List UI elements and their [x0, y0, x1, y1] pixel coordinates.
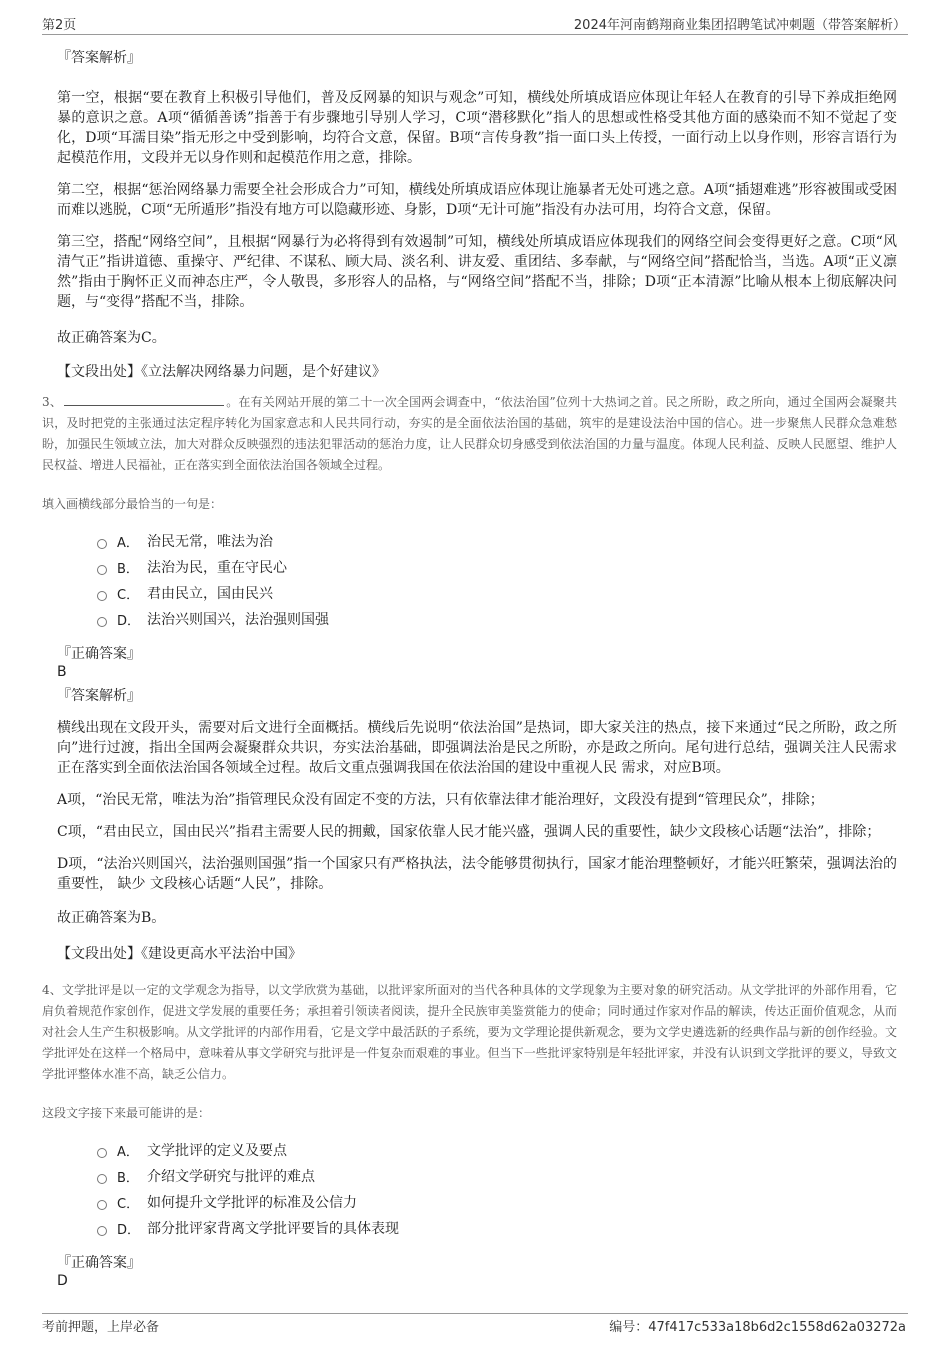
option-letter: D． — [117, 1222, 141, 1238]
option-letter: B． — [117, 561, 139, 577]
option-text: 部分批评家背离文学批评要旨的具体表现 — [147, 1221, 399, 1237]
q4-option-b[interactable] — [97, 1163, 897, 1189]
radio-icon[interactable] — [97, 1174, 107, 1184]
q4-passage: 4、文学批评是以一定的文学观念为指导，以文学欣赏为基础，以批评家所面对的当代各种具体的文学现象为主要对象的研究活动。从文学批评的外部作用看，它肩负着规范作家创作，促进文学发展的重要任务；承担着引领读者阅读，提升全民族审美鉴赏能力的使命；同时通过作家对作品的解读，传达正面价值观念，从而对社会人生产生积极影响。从文学批评的内部作用看，它是文学中最活跃的子系统，要为文学理论提供新观念，要为文学史遴选新的经典作品与新的创作经验。文学批评处在这样一个格局中，意味着从事文学研究与批评是一件复杂而艰难的事业。但当下一些批评家特别是年轻批评家，并没有认识到文学批评的要义，导致文学批评整体水准不高，缺乏公信力。 — [42, 983, 897, 1081]
radio-icon[interactable] — [97, 1226, 107, 1236]
q3-analysis-paragraph-4: D项，“法治兴则国兴，法治强则国强”指一个国家只有严格执法，法令能够贯彻执行，国家才能治理整顿好，才能兴旺繁荣，强调法治的重要性， 缺少 文段核心话题“人民”，排除。 — [57, 856, 897, 892]
q4-prompt: 这段文字接下来最可能讲的是： — [42, 1106, 211, 1120]
footer-motto: 考前押题，上岸必备 — [42, 1320, 160, 1335]
q3-analysis-label: 『答案解析』 — [57, 688, 141, 704]
q4-correct-answer: D — [57, 1273, 68, 1289]
q3-option-d[interactable] — [97, 606, 897, 632]
q2-conclusion: 故正确答案为C。 — [57, 330, 166, 346]
option-text: 治民无常，唯法为治 — [147, 534, 273, 550]
q3-passage-text: 。在有关网站开展的第二十一次全国两会调查中，“依法治国”位列十大热词之首。民之所盼，政之所向，通过全国两会凝聚共识，及时把党的主张通过法定程序转化为国家意志和人民共同行动，夯实的是全面依法治国的基础，筑牢的是建设法治中国的信心。进一步聚焦人民群众急难愁盼，加强民生领域立法，加大对群众反映强烈的违法犯罪活动的惩治力度，让人民群众切身感受到依法治国的力量与温度。体现人民利益、反映人民愿望、维护人民权益、增进人民福祉，正在落实到全面依法治国各领域全过程。 — [42, 395, 898, 472]
q2-analysis-paragraph-2: 第二空，根据“惩治网络暴力需要全社会形成合力”可知，横线处所填成语应体现让施暴者无处可逃之意。A项“插翅难逃”形容被围或受困而难以逃脱，C项“无所遁形”指没有地方可以隐藏形迹、身影，D项“无计可施”指没有办法可用，均符合文意，保留。 — [57, 182, 897, 218]
q2-analysis-paragraph-1: 第一空，根据“要在教育上积极引导他们，普及反网暴的知识与观念”可知，横线处所填成语应体现让年轻人在教育的引导下养成拒绝网暴的意识之意。A项“循循善诱”指善于有步骤地引导别人学习，C项“潜移默化”指人的思想或性格受其他方面的感染而不知不觉起了变化，D项“耳濡目染”指无形之中受到影响，均符合文意，保留。B项“言传身教”指一面口头上传授，一面行动上以身作则，形容言语行为起模范作用，文段并无以身作则和起模范作用之意，排除。 — [57, 90, 897, 166]
page-content — [42, 48, 898, 1295]
q3-correct-label: 『正确答案』 — [57, 646, 141, 662]
q2-analysis-paragraph-3: 第三空，搭配“网络空间”，且根据“网暴行为必将得到有效遏制”可知，横线处所填成语应体现我们的网络空间会变得更好之意。C项“风清气正”指讲道德、重操守、严纪律、不谋私、顾大局、淡名利、讲友爱、重团结、多奉献，与“网络空间”搭配恰当，当选。A项“正义凛然”指由于胸怀正义而神态庄严，令人敬畏，多形容人的品格，与“网络空间”搭配不当，排除；D项“正本清源”比喻从根本上彻底解决问题，与“变得”搭配不当，排除。 — [57, 234, 897, 310]
option-text: 文学批评的定义及要点 — [147, 1143, 287, 1159]
q3-option-b[interactable] — [97, 554, 897, 580]
option-text: 法治兴则国兴，法治强则国强 — [147, 612, 329, 628]
radio-icon[interactable] — [97, 1148, 107, 1158]
q3-prompt: 填入画横线部分最恰当的一句是： — [42, 497, 223, 511]
q3-source: 【文段出处】《建设更高水平法治中国》 — [57, 946, 302, 962]
option-letter: D． — [117, 613, 141, 629]
q4-options — [97, 1137, 897, 1241]
q3-option-a[interactable] — [97, 528, 897, 554]
option-text: 君由民立，国由民兴 — [147, 586, 273, 602]
option-letter: C． — [117, 587, 140, 603]
q4-option-c[interactable] — [97, 1189, 897, 1215]
option-letter: B． — [117, 1170, 139, 1186]
q3-correct-answer: B — [57, 664, 67, 680]
radio-icon[interactable] — [97, 617, 107, 627]
q4-correct-label: 『正确答案』 — [57, 1255, 141, 1271]
q3-fill-blank — [64, 392, 224, 406]
radio-icon[interactable] — [97, 539, 107, 549]
option-text: 如何提升文学批评的标准及公信力 — [147, 1195, 357, 1211]
q3-conclusion: 故正确答案为B。 — [57, 910, 166, 926]
option-letter: C． — [117, 1196, 140, 1212]
option-text: 介绍文学研究与批评的难点 — [147, 1169, 315, 1185]
option-letter: A． — [117, 535, 139, 551]
page-footer — [42, 1313, 908, 1334]
q2-source: 【文段出处】《立法解决网络暴力问题，是个好建议》 — [57, 364, 386, 380]
q3-passage — [42, 392, 897, 476]
q3-analysis-paragraph-3: C项，“君由民立，国由民兴”指君主需要人民的拥戴，国家依靠人民才能兴盛，强调人民的重要性，缺少文段核心话题“法治”，排除； — [57, 824, 881, 840]
radio-icon[interactable] — [97, 591, 107, 601]
page-number: 第2页 — [42, 18, 77, 33]
q3-number: 3、 — [42, 395, 63, 409]
q2-analysis-label: 『答案解析』 — [57, 50, 141, 66]
q4-option-a[interactable] — [97, 1137, 897, 1163]
document-title: 2024年河南鹤翔商业集团招聘笔试冲刺题（带答案解析） — [573, 18, 906, 33]
document-code: 编号：47f417c533a18b6d2c1558d62a03272a — [609, 1320, 906, 1335]
option-letter: A． — [117, 1144, 139, 1160]
q3-analysis-paragraph-1: 横线出现在文段开头，需要对后文进行全面概括。横线后先说明“依法治国”是热词，即大家关注的热点，接下来通过“民之所盼，政之所向”进行过渡，指出全国两会凝聚群众共识，夯实法治基础，即强调法治是民之所盼，亦是政之所向。尾句进行总结，强调关注人民需求正在落实到全面依法治国各领域全过程。故后文重点强调我国在依法治国的建设中重视人民 需求，对应B项。 — [57, 720, 897, 776]
q4-option-d[interactable] — [97, 1215, 897, 1241]
q3-analysis-paragraph-2: A项，“治民无常，唯法为治”指管理民众没有固定不变的方法，只有依靠法律才能治理好，文段没有提到“管理民众”，排除； — [57, 792, 824, 808]
q3-options — [97, 528, 897, 632]
radio-icon[interactable] — [97, 565, 107, 575]
option-text: 法治为民，重在守民心 — [147, 560, 287, 576]
page-header — [42, 12, 908, 35]
radio-icon[interactable] — [97, 1200, 107, 1210]
q3-option-c[interactable] — [97, 580, 897, 606]
